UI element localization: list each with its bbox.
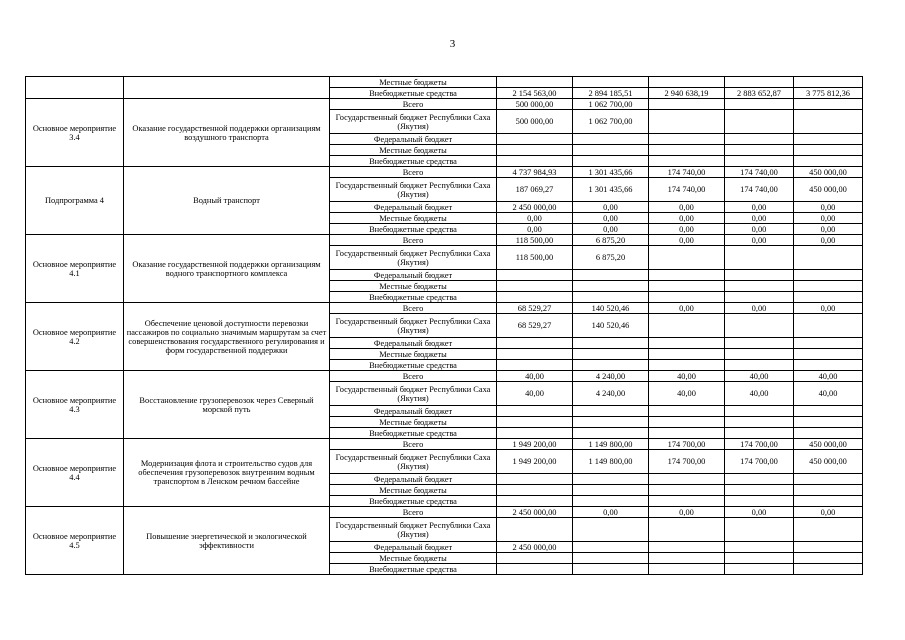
value-cell [725, 281, 794, 292]
value-cell [725, 485, 794, 496]
value-cell [497, 145, 573, 156]
value-cell [573, 417, 649, 428]
value-cell [794, 360, 863, 371]
value-cell: 2 940 638,19 [649, 88, 725, 99]
value-cell: 68 529,27 [497, 303, 573, 314]
value-cell [649, 156, 725, 167]
value-cell [497, 281, 573, 292]
value-cell [649, 564, 725, 575]
value-cell [794, 553, 863, 564]
value-cell: 0,00 [649, 303, 725, 314]
value-cell: 40,00 [649, 371, 725, 382]
value-cell: 187 069,27 [497, 178, 573, 202]
value-cell [497, 77, 573, 88]
source-label-total: Всего [330, 303, 497, 314]
value-cell [573, 145, 649, 156]
program-name: Оказание государственной поддержки организациям водного транспортного комплекса [124, 235, 330, 303]
value-cell: 174 740,00 [725, 167, 794, 178]
value-cell: 4 240,00 [573, 371, 649, 382]
source-label-state: Государственный бюджет Республики Саха (Якутия) [330, 246, 497, 270]
value-cell: 2 450 000,00 [497, 507, 573, 518]
value-cell: 2 894 185,51 [573, 88, 649, 99]
value-cell [725, 270, 794, 281]
value-cell [794, 542, 863, 553]
value-cell: 2 450 000,00 [497, 202, 573, 213]
value-cell [649, 360, 725, 371]
value-cell [794, 246, 863, 270]
value-cell: 1 301 435,66 [573, 167, 649, 178]
value-cell: 450 000,00 [794, 439, 863, 450]
value-cell [573, 134, 649, 145]
value-cell [497, 417, 573, 428]
program-name: Повышение энергетической и экологической эффективности [124, 507, 330, 575]
value-cell [725, 474, 794, 485]
value-cell: 174 700,00 [649, 450, 725, 474]
value-cell [497, 485, 573, 496]
source-label-total: Всего [330, 167, 497, 178]
value-cell [794, 292, 863, 303]
value-cell [725, 246, 794, 270]
value-cell: 118 500,00 [497, 235, 573, 246]
source-label-local: Местные бюджеты [330, 349, 497, 360]
value-cell: 0,00 [794, 235, 863, 246]
value-cell [573, 338, 649, 349]
table-row [26, 303, 863, 314]
value-cell [725, 145, 794, 156]
value-cell: 0,00 [725, 303, 794, 314]
value-cell: 0,00 [725, 235, 794, 246]
value-cell [649, 314, 725, 338]
value-cell [573, 518, 649, 542]
value-cell [497, 428, 573, 439]
source-label-federal: Федеральный бюджет [330, 202, 497, 213]
value-cell: 140 520,46 [573, 314, 649, 338]
value-cell [573, 292, 649, 303]
value-cell [794, 564, 863, 575]
value-cell [497, 474, 573, 485]
value-cell: 450 000,00 [794, 178, 863, 202]
value-cell: 0,00 [794, 213, 863, 224]
value-cell [649, 417, 725, 428]
source-label-extra: Внебюджетные средства [330, 156, 497, 167]
value-cell [573, 542, 649, 553]
value-cell [794, 314, 863, 338]
value-cell: 40,00 [725, 371, 794, 382]
value-cell: 0,00 [649, 507, 725, 518]
value-cell [497, 360, 573, 371]
value-cell [497, 496, 573, 507]
value-cell [794, 496, 863, 507]
value-cell [725, 156, 794, 167]
source-label-local: Местные бюджеты [330, 145, 497, 156]
source-label-total: Всего [330, 439, 497, 450]
source-label-extra: Внебюджетные средства [330, 564, 497, 575]
table-row [26, 77, 863, 88]
source-label-local: Местные бюджеты [330, 485, 497, 496]
program-code: Основное мероприятие 3.4 [26, 99, 124, 167]
value-cell [725, 417, 794, 428]
value-cell [649, 246, 725, 270]
source-label-local: Местные бюджеты [330, 213, 497, 224]
value-cell [497, 134, 573, 145]
value-cell: 0,00 [794, 202, 863, 213]
value-cell: 0,00 [725, 202, 794, 213]
value-cell [725, 110, 794, 134]
source-label-state: Государственный бюджет Республики Саха (Якутия) [330, 450, 497, 474]
value-cell: 6 875,20 [573, 246, 649, 270]
source-label-local: Местные бюджеты [330, 281, 497, 292]
source-label-federal: Федеральный бюджет [330, 270, 497, 281]
value-cell [573, 281, 649, 292]
value-cell [497, 292, 573, 303]
source-label-state: Государственный бюджет Республики Саха (Якутия) [330, 110, 497, 134]
value-cell: 1 949 200,00 [497, 450, 573, 474]
source-label-state: Государственный бюджет Республики Саха (Якутия) [330, 178, 497, 202]
value-cell [794, 428, 863, 439]
value-cell [794, 145, 863, 156]
value-cell [794, 338, 863, 349]
value-cell [649, 553, 725, 564]
program-name: Обеспечение ценовой доступности перевозки пассажиров по социально значимым маршрутам за счет совершенствования государственного регулирования и форм государственной поддержки [124, 303, 330, 371]
source-label-extra: Внебюджетные средства [330, 88, 497, 99]
page-number: 3 [449, 38, 456, 50]
value-cell [725, 428, 794, 439]
value-cell [573, 349, 649, 360]
program-name: Водный транспорт [124, 167, 330, 235]
cell-empty [124, 77, 330, 99]
value-cell: 40,00 [794, 371, 863, 382]
value-cell [649, 428, 725, 439]
value-cell [649, 110, 725, 134]
value-cell [573, 564, 649, 575]
value-cell [725, 134, 794, 145]
value-cell [794, 281, 863, 292]
value-cell: 0,00 [649, 224, 725, 235]
value-cell [497, 553, 573, 564]
value-cell [794, 270, 863, 281]
value-cell: 4 737 984,93 [497, 167, 573, 178]
value-cell [649, 474, 725, 485]
source-label-state: Государственный бюджет Республики Саха (Якутия) [330, 518, 497, 542]
value-cell: 4 240,00 [573, 382, 649, 406]
source-label-federal: Федеральный бюджет [330, 338, 497, 349]
value-cell [794, 156, 863, 167]
value-cell [725, 338, 794, 349]
value-cell: 0,00 [649, 235, 725, 246]
value-cell [725, 349, 794, 360]
value-cell: 0,00 [573, 507, 649, 518]
cell-empty [26, 77, 124, 99]
value-cell: 140 520,46 [573, 303, 649, 314]
value-cell: 174 740,00 [725, 178, 794, 202]
value-cell: 174 740,00 [649, 167, 725, 178]
value-cell: 0,00 [573, 213, 649, 224]
table-row [26, 99, 863, 110]
value-cell: 3 775 812,36 [794, 88, 863, 99]
table-row [26, 167, 863, 178]
source-label-total: Всего [330, 99, 497, 110]
value-cell [573, 496, 649, 507]
value-cell: 1 062 700,00 [573, 99, 649, 110]
value-cell [794, 77, 863, 88]
source-label-total: Всего [330, 507, 497, 518]
program-code: Основное мероприятие 4.4 [26, 439, 124, 507]
value-cell [725, 99, 794, 110]
source-label-federal: Федеральный бюджет [330, 542, 497, 553]
value-cell [497, 349, 573, 360]
value-cell: 0,00 [573, 224, 649, 235]
value-cell: 0,00 [794, 303, 863, 314]
value-cell: 450 000,00 [794, 450, 863, 474]
value-cell [725, 518, 794, 542]
value-cell [649, 145, 725, 156]
source-label-local: Местные бюджеты [330, 553, 497, 564]
value-cell [794, 474, 863, 485]
value-cell [649, 542, 725, 553]
source-label-local: Местные бюджеты [330, 417, 497, 428]
value-cell: 174 700,00 [725, 450, 794, 474]
value-cell [725, 564, 794, 575]
value-cell [497, 156, 573, 167]
value-cell: 0,00 [725, 224, 794, 235]
value-cell [794, 417, 863, 428]
value-cell: 1 062 700,00 [573, 110, 649, 134]
value-cell [725, 292, 794, 303]
budget-table [25, 76, 863, 575]
value-cell [573, 406, 649, 417]
value-cell [497, 518, 573, 542]
source-label-extra: Внебюджетные средства [330, 224, 497, 235]
value-cell: 0,00 [725, 213, 794, 224]
value-cell: 1 149 800,00 [573, 450, 649, 474]
value-cell [649, 485, 725, 496]
program-name: Восстановление грузоперевозок через Северный морской путь [124, 371, 330, 439]
program-code: Подпрограмма 4 [26, 167, 124, 235]
value-cell [573, 156, 649, 167]
value-cell: 0,00 [573, 202, 649, 213]
value-cell [794, 110, 863, 134]
value-cell [794, 406, 863, 417]
value-cell [725, 406, 794, 417]
value-cell: 450 000,00 [794, 167, 863, 178]
source-label-extra: Внебюджетные средства [330, 360, 497, 371]
value-cell: 118 500,00 [497, 246, 573, 270]
value-cell: 0,00 [794, 224, 863, 235]
value-cell [725, 314, 794, 338]
table-row [26, 439, 863, 450]
value-cell [649, 99, 725, 110]
value-cell [573, 360, 649, 371]
value-cell [794, 99, 863, 110]
value-cell [497, 406, 573, 417]
source-label-extra: Внебюджетные средства [330, 428, 497, 439]
value-cell [725, 77, 794, 88]
value-cell: 0,00 [725, 507, 794, 518]
value-cell [497, 270, 573, 281]
source-label-total: Всего [330, 371, 497, 382]
value-cell [649, 496, 725, 507]
value-cell [573, 474, 649, 485]
value-cell [573, 553, 649, 564]
value-cell: 40,00 [497, 371, 573, 382]
value-cell [725, 553, 794, 564]
value-cell: 40,00 [794, 382, 863, 406]
value-cell [497, 564, 573, 575]
value-cell [725, 360, 794, 371]
program-name: Модернизация флота и строительство судов для обеспечения грузоперевозок внутренним водным транспортом в Ленском речном бассейне [124, 439, 330, 507]
value-cell: 6 875,20 [573, 235, 649, 246]
value-cell: 2 883 652,87 [725, 88, 794, 99]
source-label-state: Государственный бюджет Республики Саха (Якутия) [330, 382, 497, 406]
value-cell [649, 270, 725, 281]
source-label-extra: Внебюджетные средства [330, 496, 497, 507]
value-cell: 500 000,00 [497, 110, 573, 134]
value-cell [497, 338, 573, 349]
value-cell [794, 349, 863, 360]
program-code: Основное мероприятие 4.3 [26, 371, 124, 439]
value-cell: 40,00 [497, 382, 573, 406]
value-cell: 1 949 200,00 [497, 439, 573, 450]
value-cell [794, 134, 863, 145]
value-cell [725, 542, 794, 553]
value-cell [649, 406, 725, 417]
value-cell [725, 496, 794, 507]
budget-table-body [26, 77, 863, 575]
program-code: Основное мероприятие 4.2 [26, 303, 124, 371]
program-name: Оказание государственной поддержки организациям воздушного транспорта [124, 99, 330, 167]
value-cell: 68 529,27 [497, 314, 573, 338]
value-cell [649, 292, 725, 303]
value-cell [794, 485, 863, 496]
value-cell: 40,00 [649, 382, 725, 406]
value-cell [573, 485, 649, 496]
value-cell: 174 700,00 [725, 439, 794, 450]
value-cell: 174 740,00 [649, 178, 725, 202]
value-cell [573, 77, 649, 88]
source-label-extra: Внебюджетные средства [330, 292, 497, 303]
program-code: Основное мероприятие 4.1 [26, 235, 124, 303]
source-label-local: Местные бюджеты [330, 77, 497, 88]
value-cell [649, 338, 725, 349]
value-cell [649, 77, 725, 88]
source-label-federal: Федеральный бюджет [330, 134, 497, 145]
value-cell: 0,00 [649, 213, 725, 224]
value-cell: 1 301 435,66 [573, 178, 649, 202]
value-cell: 0,00 [649, 202, 725, 213]
value-cell: 2 450 000,00 [497, 542, 573, 553]
value-cell [649, 518, 725, 542]
value-cell: 0,00 [497, 213, 573, 224]
program-code: Основное мероприятие 4.5 [26, 507, 124, 575]
value-cell [794, 518, 863, 542]
source-label-federal: Федеральный бюджет [330, 474, 497, 485]
value-cell [649, 349, 725, 360]
source-label-state: Государственный бюджет Республики Саха (Якутия) [330, 314, 497, 338]
table-row [26, 235, 863, 246]
value-cell [573, 428, 649, 439]
value-cell [649, 134, 725, 145]
value-cell: 1 149 800,00 [573, 439, 649, 450]
table-row [26, 371, 863, 382]
value-cell: 174 700,00 [649, 439, 725, 450]
value-cell: 40,00 [725, 382, 794, 406]
value-cell: 2 154 563,00 [497, 88, 573, 99]
value-cell [573, 270, 649, 281]
source-label-federal: Федеральный бюджет [330, 406, 497, 417]
value-cell: 0,00 [497, 224, 573, 235]
value-cell: 0,00 [794, 507, 863, 518]
value-cell [649, 281, 725, 292]
source-label-total: Всего [330, 235, 497, 246]
table-row [26, 507, 863, 518]
value-cell: 500 000,00 [497, 99, 573, 110]
